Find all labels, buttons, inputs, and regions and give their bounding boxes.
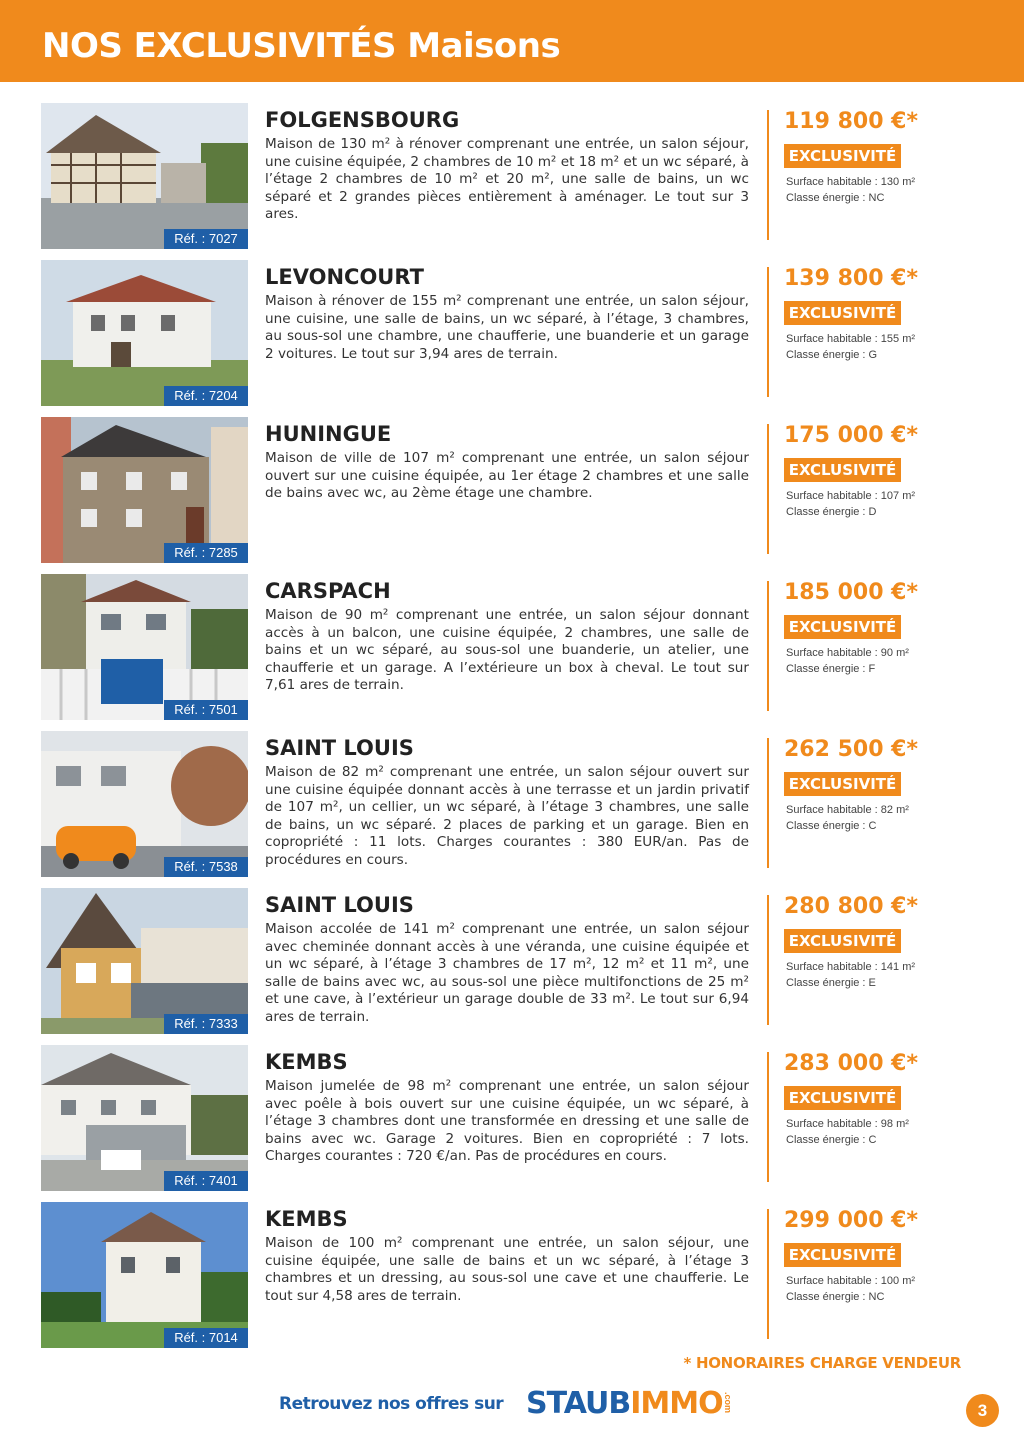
divider xyxy=(767,110,769,240)
reference-label: Réf. : 7014 xyxy=(164,1328,248,1348)
listing-specs xyxy=(786,332,915,363)
listing-description: Maison accolée de 141 m² comprenant une entrée, un salon séjour avec cheminée donnant accès à une véranda, une cuisine équipée et un wc séparé, à l’étage 3 chambres de 17 m², 12 m² et 11 m², une salle de bains avec wc, au sous-sol une pièce multifonctions de 25 m² et une cave, à l’extérieur un garage double de 33 m². Le tout sur 6,94 ares de terrain. xyxy=(265,921,749,1025)
listing-description: Maison de 100 m² comprenant une entrée, un salon séjour, une cuisine équipée, une salle de bains et un wc séparé, à l’étage 3 chambres et un dressing, au sous-sol une cave et une chaufferie. Le tout sur 4,58 ares de terrain. xyxy=(265,1235,749,1304)
listing-specs xyxy=(786,175,915,206)
surface-text: Surface habitable : 100 m² xyxy=(786,1275,916,1287)
surface-text: Surface habitable : 98 m² xyxy=(786,1118,909,1130)
reference-label: Réf. : 7333 xyxy=(164,1014,248,1034)
reference-label: Réf. : 7501 xyxy=(164,700,248,720)
listing-price: 283 000 €* xyxy=(784,1051,918,1076)
divider xyxy=(767,424,769,554)
listing-specs xyxy=(786,960,915,991)
listing-description: Maison de 82 m² comprenant une entrée, un salon séjour ouvert sur une cuisine équipée donnant accès à une terrasse et un jardin privatif de 107 m², un cellier, un wc séparé, à l’étage 3 chambres, une salle de bains, un wc séparé. 2 places de parking et un garage. Bien en copropriété : 11 lots. Charges courantes : 380 EUR/an. Pas de procédures en cours. xyxy=(265,764,749,868)
surface-text: Surface habitable : 141 m² xyxy=(786,961,916,973)
page-title: NOS EXCLUSIVITÉS Maisons xyxy=(42,26,561,66)
listing-price: 119 800 €* xyxy=(784,109,918,134)
reference-label: Réf. : 7027 xyxy=(164,229,248,249)
listing-city: KEMBS xyxy=(265,1207,348,1231)
property-photo[interactable] xyxy=(41,1202,248,1348)
property-photo[interactable] xyxy=(41,417,248,563)
exclusivity-badge: EXCLUSIVITÉ xyxy=(784,929,901,953)
listing-specs xyxy=(786,1274,915,1305)
listing-specs xyxy=(786,646,909,677)
listing-card[interactable] xyxy=(0,731,1024,881)
listing-city: KEMBS xyxy=(265,1050,348,1074)
staubimmo-logo[interactable] xyxy=(526,1386,723,1421)
reference-label: Réf. : 7401 xyxy=(164,1171,248,1191)
reference-label: Réf. : 7538 xyxy=(164,857,248,877)
energy-class-text: Classe énergie : E xyxy=(786,976,876,989)
exclusivity-badge: EXCLUSIVITÉ xyxy=(784,301,901,325)
energy-class-text: Classe énergie : C xyxy=(786,819,877,832)
energy-class-text: Classe énergie : D xyxy=(786,505,877,518)
listing-city: SAINT LOUIS xyxy=(265,736,414,760)
listing-specs xyxy=(786,489,915,520)
property-photo[interactable] xyxy=(41,103,248,249)
listing-price: 262 500 €* xyxy=(784,737,918,762)
listing-city: FOLGENSBOURG xyxy=(265,108,460,132)
divider xyxy=(767,1052,769,1182)
listing-description: Maison de 130 m² à rénover comprenant une entrée, un salon séjour, une cuisine équipée, 2 chambres de 10 m² et 18 m² et un wc séparé, à l’étage 2 chambres de 10 m² et 20 m², une salle de bains, un wc séparé et 2 grandes pièces entièrement à aménager. Le tout sur 3 ares. xyxy=(265,136,749,223)
surface-text: Surface habitable : 130 m² xyxy=(786,176,916,188)
fees-note: * HONORAIRES CHARGE VENDEUR xyxy=(683,1354,961,1372)
listing-description: Maison de 90 m² comprenant une entrée, un salon séjour donnant accès à un balcon, une cuisine équipée, 2 chambres, une salle de bains et un wc séparé, au sous-sol une buanderie, un atelier, une chaufferie et un garage. A l’extérieure un box à cheval. Le tout sur 7,61 ares de terrain. xyxy=(265,607,749,694)
listing-city: LEVONCOURT xyxy=(265,265,424,289)
listing-description: Maison à rénover de 155 m² comprenant une entrée, un salon séjour, une cuisine, une salle de bains, un wc séparé, à l’étage, 3 chambres, au sous-sol une chambre, une chaufferie, une buanderie et un garage 2 voitures. Le tout sur 3,94 ares de terrain. xyxy=(265,293,749,362)
energy-class-text: Classe énergie : C xyxy=(786,1133,877,1146)
logo-suffix: .com xyxy=(723,1392,733,1414)
listing-card[interactable] xyxy=(0,103,1024,253)
listing-price: 280 800 €* xyxy=(784,894,918,919)
exclusivity-badge: EXCLUSIVITÉ xyxy=(784,1086,901,1110)
reference-label: Réf. : 7204 xyxy=(164,386,248,406)
listing-price: 185 000 €* xyxy=(784,580,918,605)
listing-card[interactable] xyxy=(0,260,1024,410)
exclusivity-badge: EXCLUSIVITÉ xyxy=(784,458,901,482)
listing-city: HUNINGUE xyxy=(265,422,392,446)
property-photo[interactable] xyxy=(41,574,248,720)
reference-label: Réf. : 7285 xyxy=(164,543,248,563)
listing-price: 139 800 €* xyxy=(784,266,918,291)
property-photo[interactable] xyxy=(41,731,248,877)
exclusivity-badge: EXCLUSIVITÉ xyxy=(784,1243,901,1267)
listing-city: SAINT LOUIS xyxy=(265,893,414,917)
listing-card[interactable] xyxy=(0,574,1024,724)
listing-price: 175 000 €* xyxy=(784,423,918,448)
energy-class-text: Classe énergie : F xyxy=(786,662,876,675)
surface-text: Surface habitable : 155 m² xyxy=(786,333,916,345)
divider xyxy=(767,581,769,711)
listing-card[interactable] xyxy=(0,888,1024,1038)
listing-card[interactable] xyxy=(0,1202,1024,1352)
listing-city: CARSPACH xyxy=(265,579,391,603)
property-photo[interactable] xyxy=(41,1045,248,1191)
logo-accent-text: IMMO xyxy=(630,1386,723,1421)
surface-text: Surface habitable : 82 m² xyxy=(786,804,909,816)
property-photo[interactable] xyxy=(41,260,248,406)
logo-main-text: STAUB xyxy=(526,1386,631,1421)
page-header xyxy=(0,0,1024,82)
listing-price: 299 000 €* xyxy=(784,1208,918,1233)
exclusivity-badge: EXCLUSIVITÉ xyxy=(784,144,901,168)
listing-description: Maison de ville de 107 m² comprenant une entrée, un salon séjour ouvert sur une cuisine équipée, au 1er étage 2 chambres et une salle de bains avec wc, au 2ème étage une chambre. xyxy=(265,450,749,502)
offers-text: Retrouvez nos offres sur xyxy=(279,1394,504,1414)
exclusivity-badge: EXCLUSIVITÉ xyxy=(784,772,901,796)
property-photo[interactable] xyxy=(41,888,248,1034)
exclusivity-badge: EXCLUSIVITÉ xyxy=(784,615,901,639)
divider xyxy=(767,738,769,868)
listing-specs xyxy=(786,1117,909,1148)
energy-class-text: Classe énergie : NC xyxy=(786,1290,885,1303)
energy-class-text: Classe énergie : G xyxy=(786,348,878,361)
divider xyxy=(767,1209,769,1339)
listing-card[interactable] xyxy=(0,1045,1024,1195)
listing-description: Maison jumelée de 98 m² comprenant une entrée, un salon séjour avec poêle à bois ouvert sur une cuisine équipée, un wc séparé, à l’étage 3 chambres dont une transformée en dressing et une salle de bains avec wc. Garage 2 voitures. Bien en copropriété : 7 lots. Charges courantes : 720 €/an. Pas de procédures en cours. xyxy=(265,1078,749,1165)
divider xyxy=(767,267,769,397)
divider xyxy=(767,895,769,1025)
surface-text: Surface habitable : 107 m² xyxy=(786,490,916,502)
listing-specs xyxy=(786,803,909,834)
energy-class-text: Classe énergie : NC xyxy=(786,191,885,204)
surface-text: Surface habitable : 90 m² xyxy=(786,647,909,659)
listing-card[interactable] xyxy=(0,417,1024,567)
page-number: 3 xyxy=(966,1394,999,1427)
